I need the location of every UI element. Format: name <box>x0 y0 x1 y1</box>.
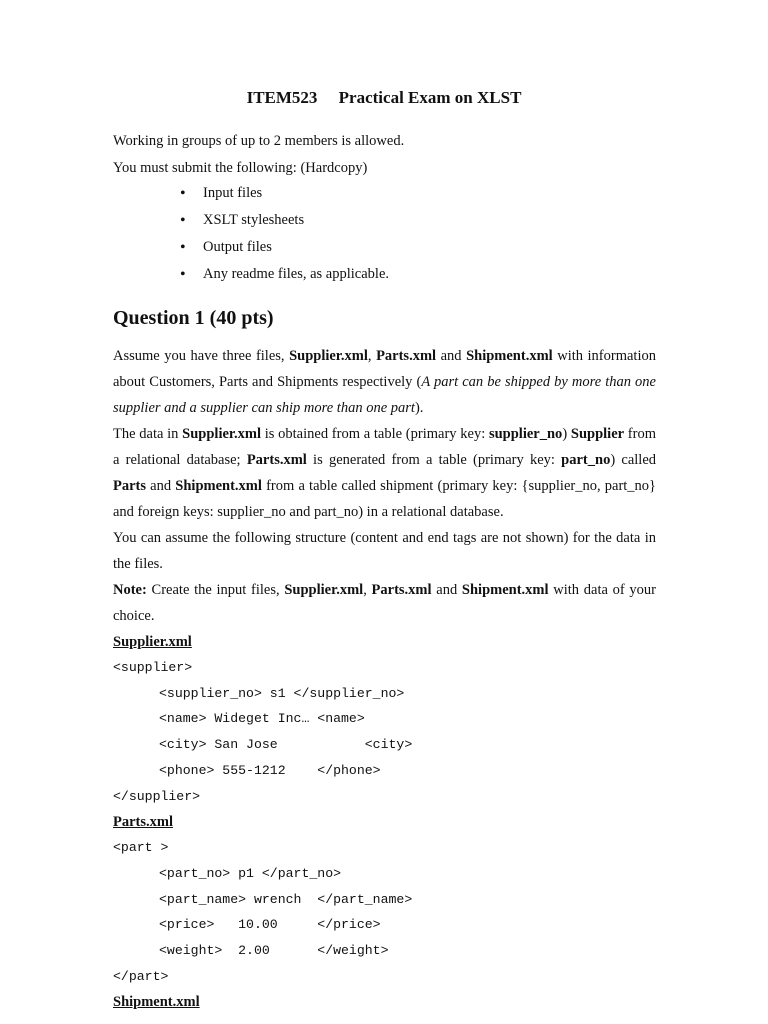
intro-line-groups: Working in groups of up to 2 members is allowed. <box>113 133 405 149</box>
code-line: <supplier_no> s1 </supplier_no> <box>159 685 405 701</box>
question-heading: Question 1 (40 pts) <box>113 307 274 329</box>
parts-xml-label: Parts.xml <box>113 814 173 831</box>
list-item: • Output files <box>180 234 389 261</box>
question-body <box>113 343 656 1015</box>
code-line: <part_name> wrench </part_name> <box>159 891 413 907</box>
code-line: </part> <box>113 968 169 984</box>
list-item: • XSLT stylesheets <box>180 207 389 234</box>
code-line: <phone> 555-1212 </phone> <box>159 762 381 778</box>
paragraph-data-source: The data in Supplier.xml is obtained from a table (primary key: supplier_no) Supplier from a relational database; Parts.xml is generated from a table (primary key: part_no) called Parts and Shipment.xml from a table called shipment (primary key: {supplier_no, part_no} and foreign keys: supplier_no and part_no) in a relational database. <box>113 426 657 520</box>
code-line: <part_no> p1 </part_no> <box>159 865 342 881</box>
intro-line-submit: You must submit the following: (Hardcopy) <box>113 159 368 176</box>
page-title: ITEM523 Practical Exam on XLST <box>246 88 522 107</box>
shipment-xml-label: Shipment.xml <box>113 994 200 1011</box>
paragraph-note: Note: Create the input files, Supplier.xml, Parts.xml and Shipment.xml with data of your choice. <box>113 582 656 624</box>
list-item: • Any readme files, as applicable. <box>180 261 389 288</box>
code-line: <supplier> <box>113 660 193 675</box>
code-line: <city> San Jose <city> <box>159 737 413 753</box>
paragraph-structure: You can assume the following structure (content and end tags are not shown) for the data in the files. <box>113 530 656 572</box>
paragraph-files: Assume you have three files, Supplier.xml, Parts.xml and Shipment.xml with information about Customers, Parts and Shipments respectively (A part can be shipped by more than one supplier and a supplier can ship more than one part). <box>113 348 656 416</box>
code-line: <name> Wideget Inc… <name> <box>159 711 365 727</box>
submission-list <box>180 180 389 288</box>
supplier-xml-label: Supplier.xml <box>113 634 192 650</box>
code-line: <weight> 2.00 </weight> <box>159 943 389 959</box>
code-line: <part > <box>113 840 169 856</box>
list-item: • Input files <box>180 180 389 207</box>
intro-section <box>113 128 404 181</box>
code-line: </supplier> <box>113 788 201 804</box>
code-line: <price> 10.00 </price> <box>159 917 381 933</box>
